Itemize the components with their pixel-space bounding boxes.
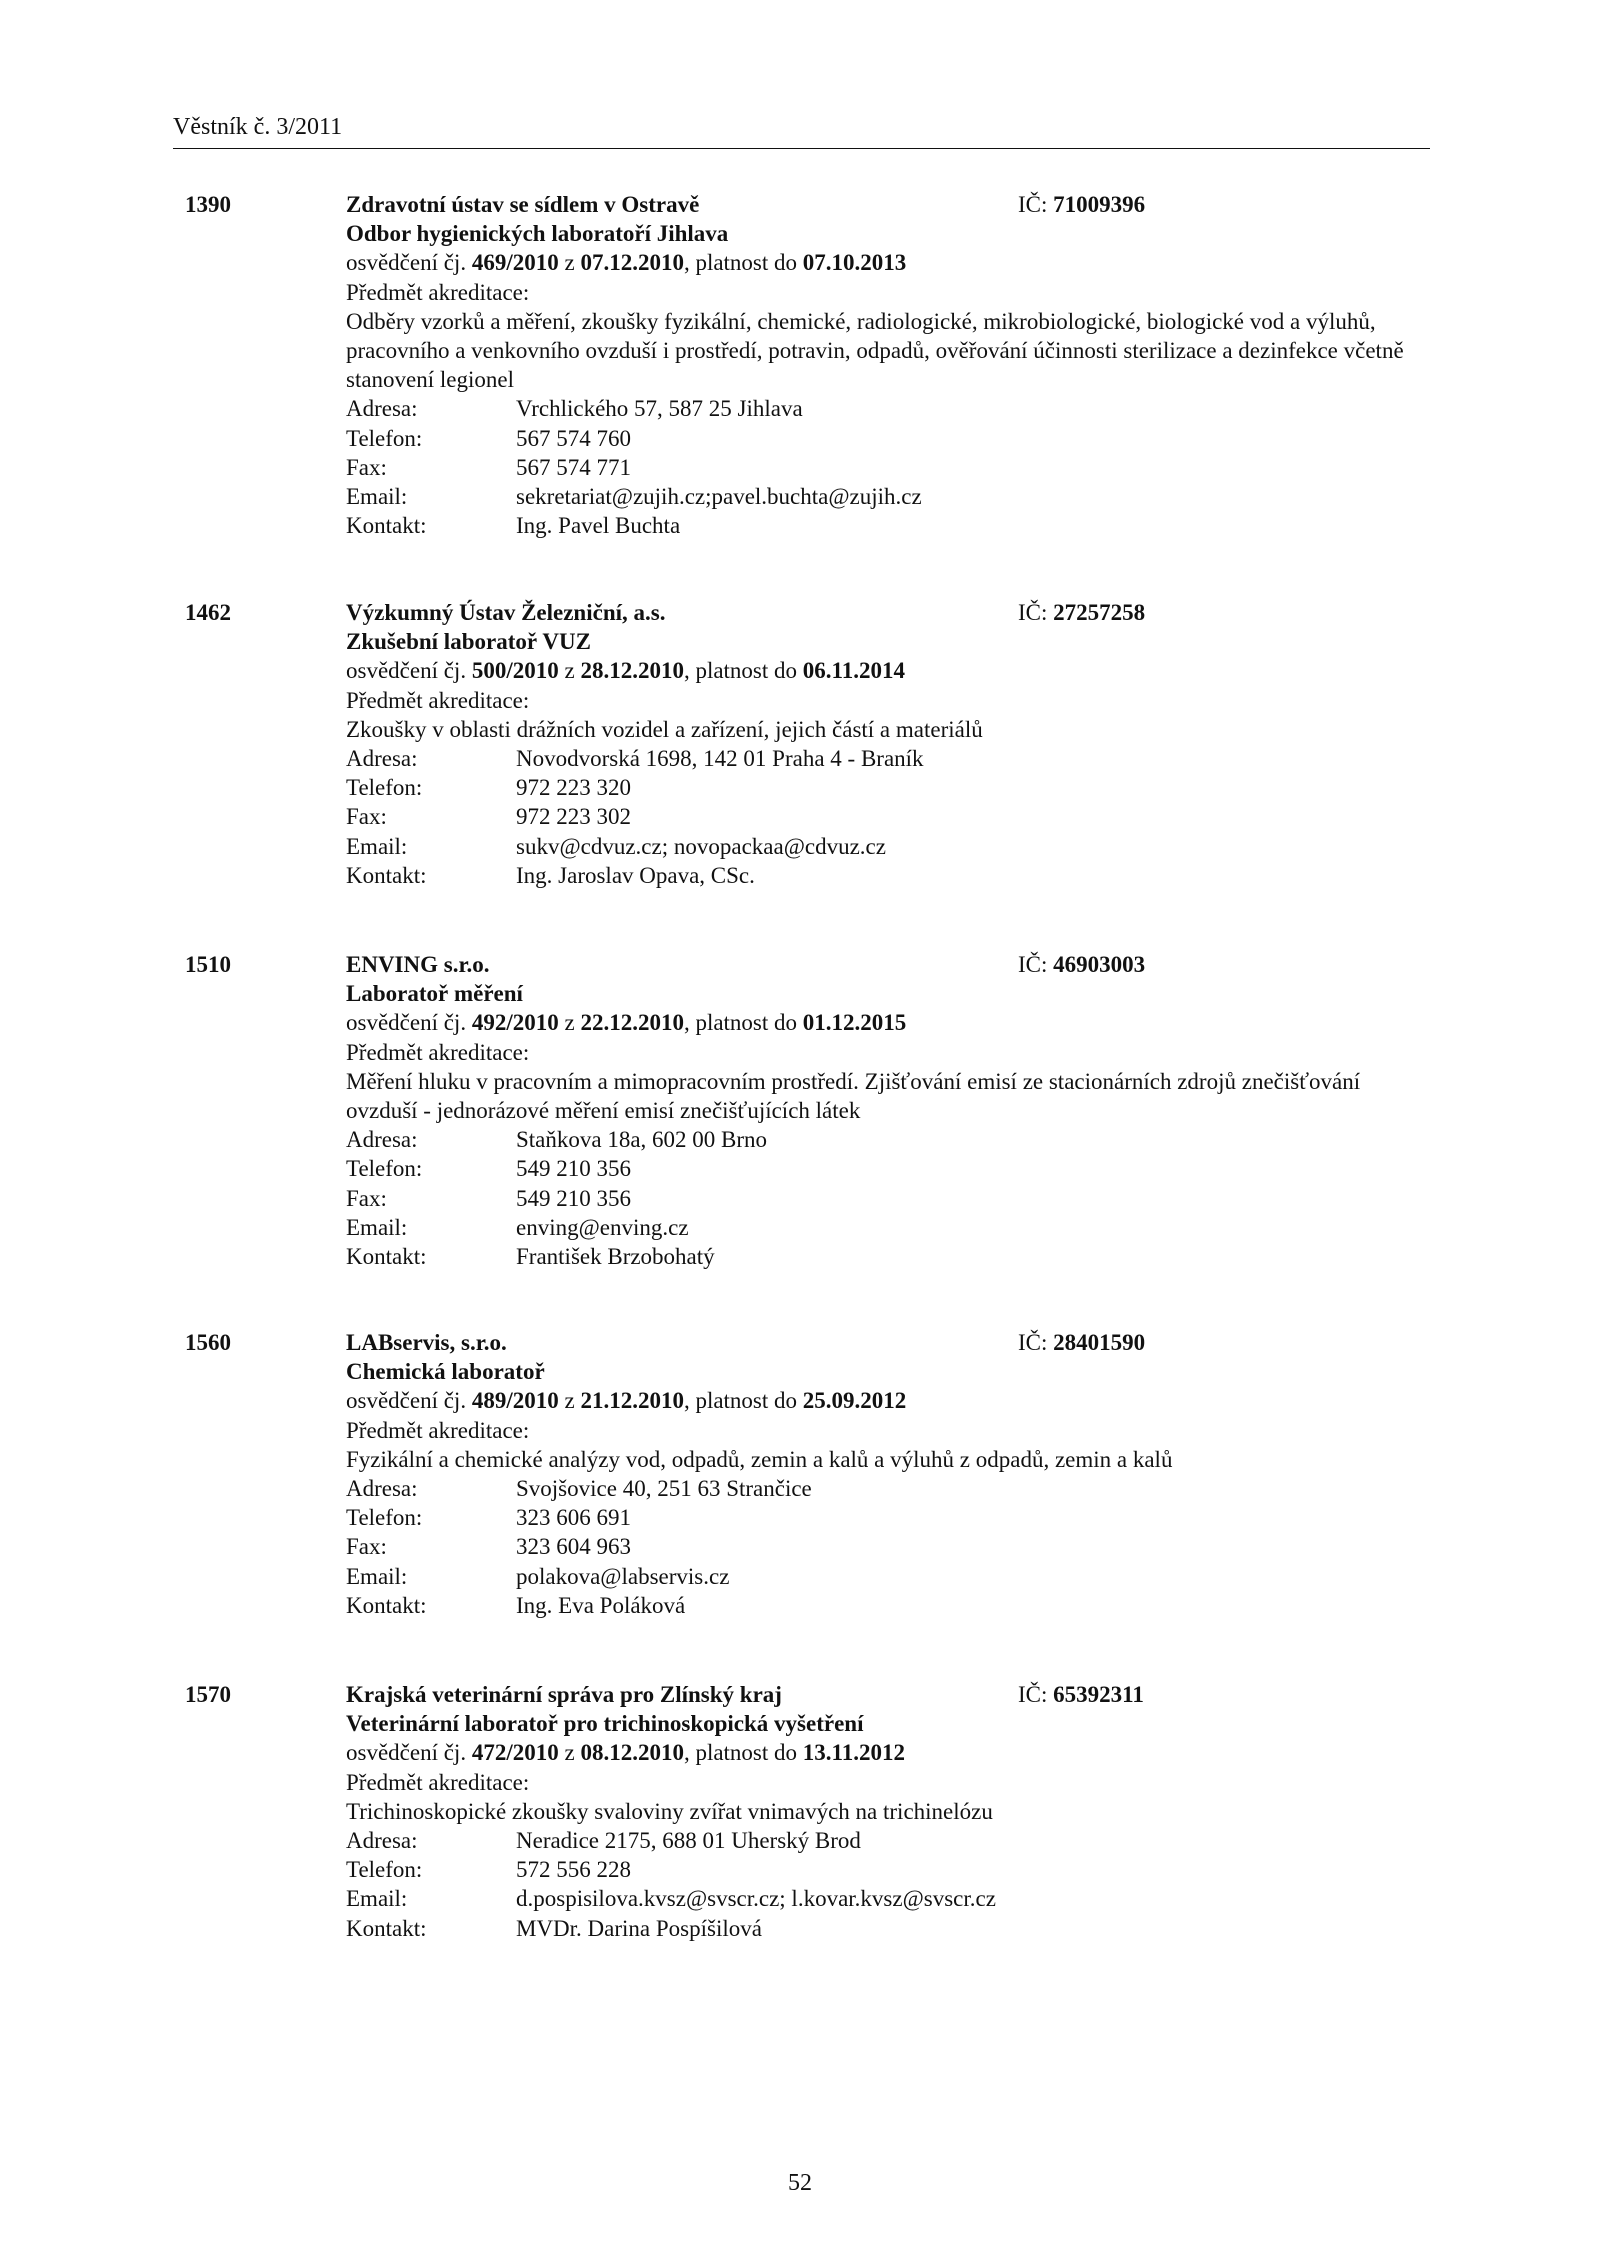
phone-label: Telefon: — [346, 1857, 423, 1883]
email-label: Email: — [346, 1886, 408, 1912]
fax-row — [346, 453, 1436, 482]
certificate-date: 07.12.2010 — [580, 250, 684, 276]
fax-row — [346, 1184, 1436, 1213]
address-label: Adresa: — [346, 1476, 418, 1502]
organization-name: LABservis, s.r.o. — [346, 1330, 507, 1355]
address-value: Vrchlického 57, 587 25 Jihlava — [516, 396, 803, 422]
entry-body — [346, 190, 1436, 540]
contact-label: Kontakt: — [346, 1244, 427, 1270]
fax-value: 549 210 356 — [516, 1185, 631, 1211]
fax-value: 323 604 963 — [516, 1534, 631, 1560]
certificate-line — [346, 1386, 1436, 1415]
contact-label: Kontakt: — [346, 513, 427, 539]
certificate-line — [346, 1008, 1436, 1037]
address-label: Adresa: — [346, 396, 418, 422]
contact-label: Kontakt: — [346, 1592, 427, 1618]
entry-body — [346, 950, 1436, 1271]
ico-label: IČ: — [1018, 192, 1048, 217]
phone-value: 972 223 320 — [516, 775, 631, 801]
contact-row — [346, 861, 1436, 890]
certificate-label: osvědčení čj. — [346, 1740, 467, 1766]
subject-label: Předmět akreditace: — [346, 687, 530, 713]
phone-row — [346, 1154, 1436, 1183]
email-row — [346, 1562, 1436, 1591]
laboratory-name: Chemická laboratoř — [346, 1359, 545, 1385]
entry-number: 1560 — [185, 1330, 231, 1355]
contact-value: Ing. Pavel Buchta — [516, 513, 681, 539]
address-value: Svojšovice 40, 251 63 Strančice — [516, 1476, 812, 1502]
validity-label: , platnost do — [683, 250, 798, 276]
validity-label: , platnost do — [683, 1388, 798, 1414]
contact-row — [346, 511, 1436, 540]
address-row — [346, 1125, 1436, 1154]
address-label: Adresa: — [346, 1828, 418, 1854]
address-value: Novodvorská 1698, 142 01 Praha 4 - Braník — [516, 746, 924, 772]
bulletin-title: Věstník č. 3/2011 — [173, 114, 343, 140]
ico-value: 46903003 — [1053, 952, 1146, 977]
ico-label: IČ: — [1018, 1682, 1048, 1707]
ico-value: 71009396 — [1053, 192, 1146, 217]
ico-value: 27257258 — [1053, 600, 1146, 625]
subject-text: Zkoušky v oblasti drážních vozidel a zařízení, jejich částí a materiálů — [346, 716, 983, 742]
validity-date: 13.11.2012 — [802, 1740, 906, 1766]
certificate-line — [346, 656, 1436, 685]
phone-label: Telefon: — [346, 1505, 423, 1531]
email-value: d.pospisilova.kvsz@svscr.cz; l.kovar.kvsz@svscr.cz — [516, 1886, 996, 1912]
ico-value: 65392311 — [1053, 1682, 1144, 1707]
email-value: enving@enving.cz — [516, 1214, 689, 1240]
contact-label: Kontakt: — [346, 862, 427, 888]
subject-label: Předmět akreditace: — [346, 1769, 530, 1795]
email-row — [346, 832, 1436, 861]
page-number: 52 — [788, 2170, 812, 2196]
entry-number: 1570 — [185, 1682, 231, 1707]
contact-label: Kontakt: — [346, 1915, 427, 1941]
certificate-number: 500/2010 — [471, 658, 559, 684]
fax-row — [346, 802, 1436, 831]
subject-text: Měření hluku v pracovním a mimopracovním prostředí. Zjišťování emisí ze stacionárních zdrojů znečišťování ovzduší - jednorázové měření emisí znečišťujících látek — [346, 1068, 1361, 1124]
phone-row — [346, 773, 1436, 802]
phone-value: 567 574 760 — [516, 425, 631, 451]
address-label: Adresa: — [346, 1127, 418, 1153]
subject-text: Trichinoskopické zkoušky svaloviny zvířat vnimavých na trichinelózu — [346, 1798, 993, 1824]
certificate-date: 22.12.2010 — [580, 1010, 684, 1036]
organization-name: Zdravotní ústav se sídlem v Ostravě — [346, 192, 700, 217]
organization-name: ENVING s.r.o. — [346, 952, 490, 977]
email-label: Email: — [346, 1563, 408, 1589]
certificate-z: z — [564, 250, 575, 276]
phone-label: Telefon: — [346, 425, 423, 451]
ico-label: IČ: — [1018, 1330, 1048, 1355]
fax-row — [346, 1532, 1436, 1561]
address-row — [346, 394, 1436, 423]
laboratory-name: Laboratoř měření — [346, 981, 523, 1007]
email-label: Email: — [346, 484, 408, 510]
validity-date: 06.11.2014 — [802, 658, 906, 684]
phone-value: 572 556 228 — [516, 1857, 631, 1883]
subject-label: Předmět akreditace: — [346, 279, 530, 305]
phone-row — [346, 1503, 1436, 1532]
entry-number: 1390 — [185, 192, 231, 217]
certificate-number: 469/2010 — [471, 250, 559, 276]
entry-body — [346, 1328, 1436, 1620]
email-label: Email: — [346, 833, 408, 859]
validity-label: , platnost do — [683, 658, 798, 684]
contact-value: MVDr. Darina Pospíšilová — [516, 1915, 762, 1941]
fax-value: 567 574 771 — [516, 454, 631, 480]
phone-row — [346, 1855, 1436, 1884]
entry-number: 1462 — [185, 600, 231, 625]
certificate-date: 21.12.2010 — [580, 1388, 684, 1414]
subject-label: Předmět akreditace: — [346, 1417, 530, 1443]
ico-label: IČ: — [1018, 952, 1048, 977]
certificate-date: 28.12.2010 — [580, 658, 684, 684]
laboratory-name: Zkušební laboratoř VUZ — [346, 629, 591, 655]
certificate-z: z — [564, 1010, 575, 1036]
certificate-number: 492/2010 — [471, 1010, 559, 1036]
email-row — [346, 1884, 1436, 1913]
phone-row — [346, 424, 1436, 453]
certificate-number: 489/2010 — [471, 1388, 559, 1414]
contact-value: Ing. Eva Poláková — [516, 1592, 686, 1618]
validity-date: 07.10.2013 — [802, 250, 907, 276]
contact-row — [346, 1591, 1436, 1620]
certificate-date: 08.12.2010 — [580, 1740, 684, 1766]
organization-name: Výzkumný Ústav Železniční, a.s. — [346, 600, 666, 625]
address-row — [346, 1474, 1436, 1503]
certificate-line — [346, 248, 1436, 277]
entry-number: 1510 — [185, 952, 231, 977]
certificate-label: osvědčení čj. — [346, 658, 467, 684]
email-value: polakova@labservis.cz — [516, 1563, 730, 1589]
email-value: sekretariat@zujih.cz;pavel.buchta@zujih.cz — [516, 484, 922, 510]
address-value: Staňkova 18a, 602 00 Brno — [516, 1127, 768, 1153]
contact-value: František Brzobohatý — [516, 1244, 715, 1270]
certificate-label: osvědčení čj. — [346, 1388, 467, 1414]
ico-value: 28401590 — [1053, 1330, 1146, 1355]
certificate-number: 472/2010 — [471, 1740, 559, 1766]
certificate-z: z — [564, 1740, 575, 1766]
phone-value: 323 606 691 — [516, 1505, 631, 1531]
phone-label: Telefon: — [346, 1156, 423, 1182]
certificate-line — [346, 1738, 1436, 1767]
organization-name: Krajská veterinární správa pro Zlínský kraj — [346, 1682, 782, 1707]
validity-label: , platnost do — [683, 1010, 798, 1036]
email-value: sukv@cdvuz.cz; novopackaa@cdvuz.cz — [516, 833, 886, 859]
fax-label: Fax: — [346, 454, 387, 480]
email-label: Email: — [346, 1214, 408, 1240]
contact-row — [346, 1242, 1436, 1271]
subject-text: Odběry vzorků a měření, zkoušky fyzikální, chemické, radiologické, mikrobiologické, biologické vod a výluhů, pracovního a venkovního ovzduší i prostředí, potravin, odpadů, ověřování účinnosti sterilizace a dezinfekce včetně stanovení legionel — [346, 308, 1404, 393]
certificate-z: z — [564, 658, 575, 684]
running-header — [173, 112, 1430, 149]
subject-label: Předmět akreditace: — [346, 1039, 530, 1065]
ico-label: IČ: — [1018, 600, 1048, 625]
certificate-label: osvědčení čj. — [346, 250, 467, 276]
address-row — [346, 744, 1436, 773]
fax-label: Fax: — [346, 1185, 387, 1211]
laboratory-name: Veterinární laboratoř pro trichinoskopická vyšetření — [346, 1711, 864, 1737]
phone-value: 549 210 356 — [516, 1156, 631, 1182]
validity-date: 25.09.2012 — [802, 1388, 907, 1414]
certificate-label: osvědčení čj. — [346, 1010, 467, 1036]
certificate-z: z — [564, 1388, 575, 1414]
validity-date: 01.12.2015 — [802, 1010, 907, 1036]
entry-body — [346, 1680, 1436, 1943]
entry-body — [346, 598, 1436, 890]
validity-label: , platnost do — [683, 1740, 798, 1766]
address-value: Neradice 2175, 688 01 Uherský Brod — [516, 1828, 861, 1854]
contact-value: Ing. Jaroslav Opava, CSc. — [516, 862, 755, 888]
fax-label: Fax: — [346, 804, 387, 830]
fax-label: Fax: — [346, 1534, 387, 1560]
fax-value: 972 223 302 — [516, 804, 631, 830]
address-label: Adresa: — [346, 746, 418, 772]
email-row — [346, 1213, 1436, 1242]
contact-row — [346, 1914, 1436, 1943]
phone-label: Telefon: — [346, 775, 423, 801]
laboratory-name: Odbor hygienických laboratoří Jihlava — [346, 221, 729, 247]
email-row — [346, 482, 1436, 511]
subject-text: Fyzikální a chemické analýzy vod, odpadů, zemin a kalů a výluhů z odpadů, zemin a kalů — [346, 1446, 1173, 1472]
address-row — [346, 1826, 1436, 1855]
page-footer — [0, 2170, 1600, 2197]
